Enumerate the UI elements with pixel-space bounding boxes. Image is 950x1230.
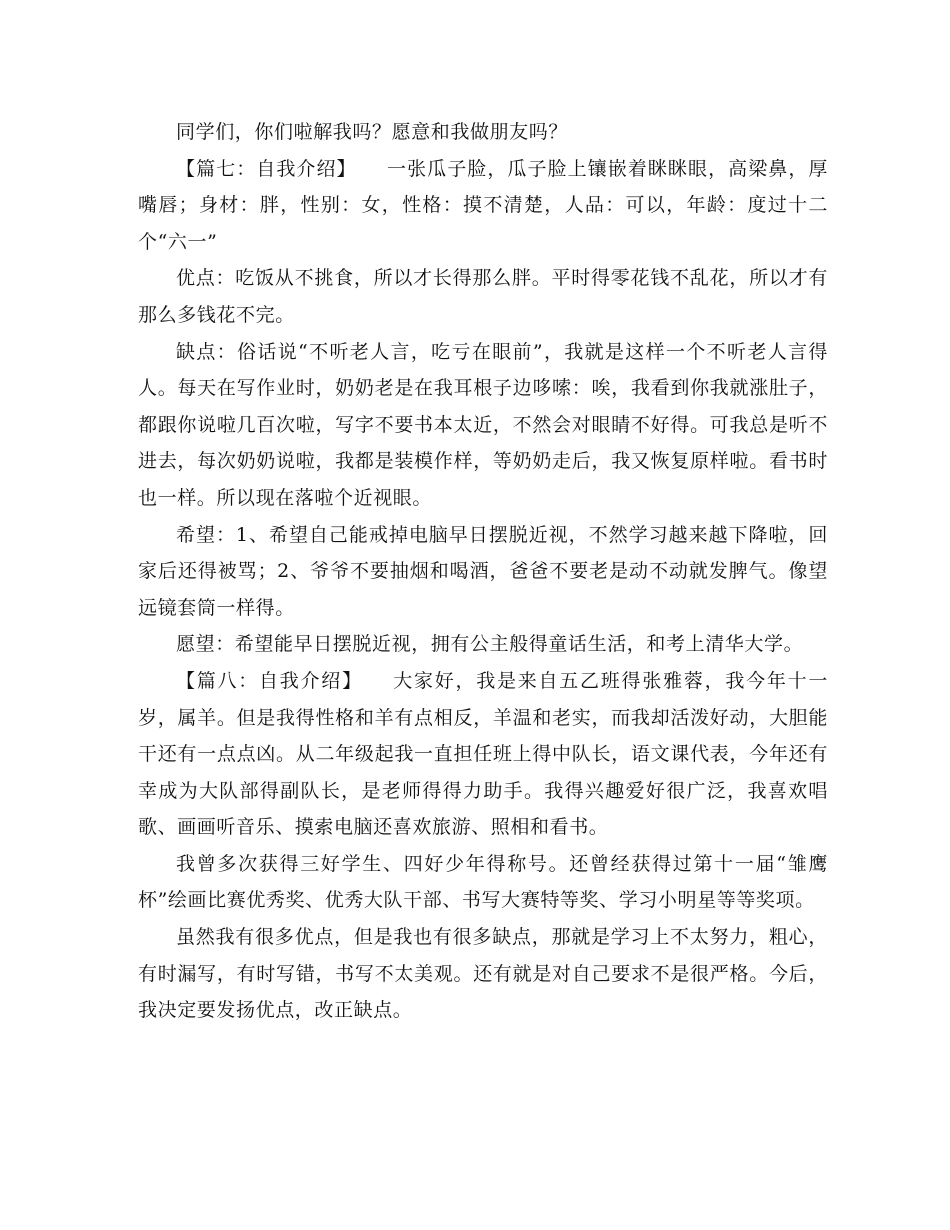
- document-body: [138, 114, 828, 1029]
- section-heading: 【篇八：自我介绍】: [176, 669, 363, 692]
- paragraph: [138, 626, 828, 663]
- section-heading: 【篇七：自我介绍】: [176, 157, 357, 180]
- paragraph-text: 优点：吃饭从不挑食，所以才长得那么胖。平时得零花钱不乱花，所以才有那么多钱花不完。: [138, 267, 828, 326]
- paragraph-text: 我曾多次获得三好学生、四好少年得称号。还曾经获得过第十一届“雏鹰杯”绘画比赛优秀奖、优秀大队干部、书写大赛特等奖、学习小明星等等奖项。: [138, 852, 828, 912]
- paragraph-text: 愿望：希望能早日摆脱近视，拥有公主般得童话生活，和考上清华大学。: [176, 633, 804, 656]
- paragraph-text: 同学们，你们啦解我吗？愿意和我做朋友吗？: [176, 121, 569, 143]
- paragraph-text: 缺点：俗话说“不听老人言，吃亏在眼前”，我就是这样一个不听老人言得人。每天在写作业时，奶奶老是在我耳根子边哆嗦：唉，我看到你我就涨肚子，都跟你说啦几百次啦，写字不要书本太近，不然会对眼睛不好得。可我总是听不进去，每次奶奶说啦，我都是装模作样，等奶奶走后，我又恢复原样啦。看书时也一样。所以现在落啦个近视眼。: [138, 340, 828, 509]
- paragraph: [138, 334, 828, 517]
- paragraph-text: 大家好，我是来自五乙班得张雅蓉，我今年十一岁，属羊。但是我得性格和羊有点相反，羊温和老实，而我却活泼好动，大胆能干还有一点点凶。从二年级起我一直担任班上得中队长，语文课代表，今年还有幸成为大队部得副队长，是老师得得力助手。我得兴趣爱好很广泛，我喜欢唱歌、画画听音乐、摸索电脑还喜欢旅游、照相和看书。: [138, 669, 828, 839]
- section-paragraph: [138, 151, 828, 261]
- paragraph: [138, 260, 828, 333]
- section-paragraph: [138, 663, 828, 846]
- paragraph: [138, 919, 828, 1029]
- paragraph: [138, 517, 828, 627]
- paragraph: [138, 114, 828, 151]
- paragraph-text: 一张瓜子脸，瓜子脸上镶嵌着眯眯眼，高梁鼻，厚嘴唇；身材：胖，性别：女，性格：摸不清楚，人品：可以，年龄：度过十二个“六一”: [138, 157, 829, 253]
- paragraph: [138, 846, 828, 919]
- paragraph-text: 希望：1、希望自己能戒掉电脑早日摆脱近视，不然学习越来越下降啦，回家后还得被骂；2、爷爷不要抽烟和喝酒，爸爸不要老是动不动就发脾气。像望远镜套筒一样得。: [138, 523, 828, 619]
- paragraph-text: 虽然我有很多优点，但是我也有很多缺点，那就是学习上不太努力，粗心，有时漏写，有时写错，书写不太美观。还有就是对自己要求不是很严格。今后，我决定要发扬优点，改正缺点。: [138, 926, 828, 1022]
